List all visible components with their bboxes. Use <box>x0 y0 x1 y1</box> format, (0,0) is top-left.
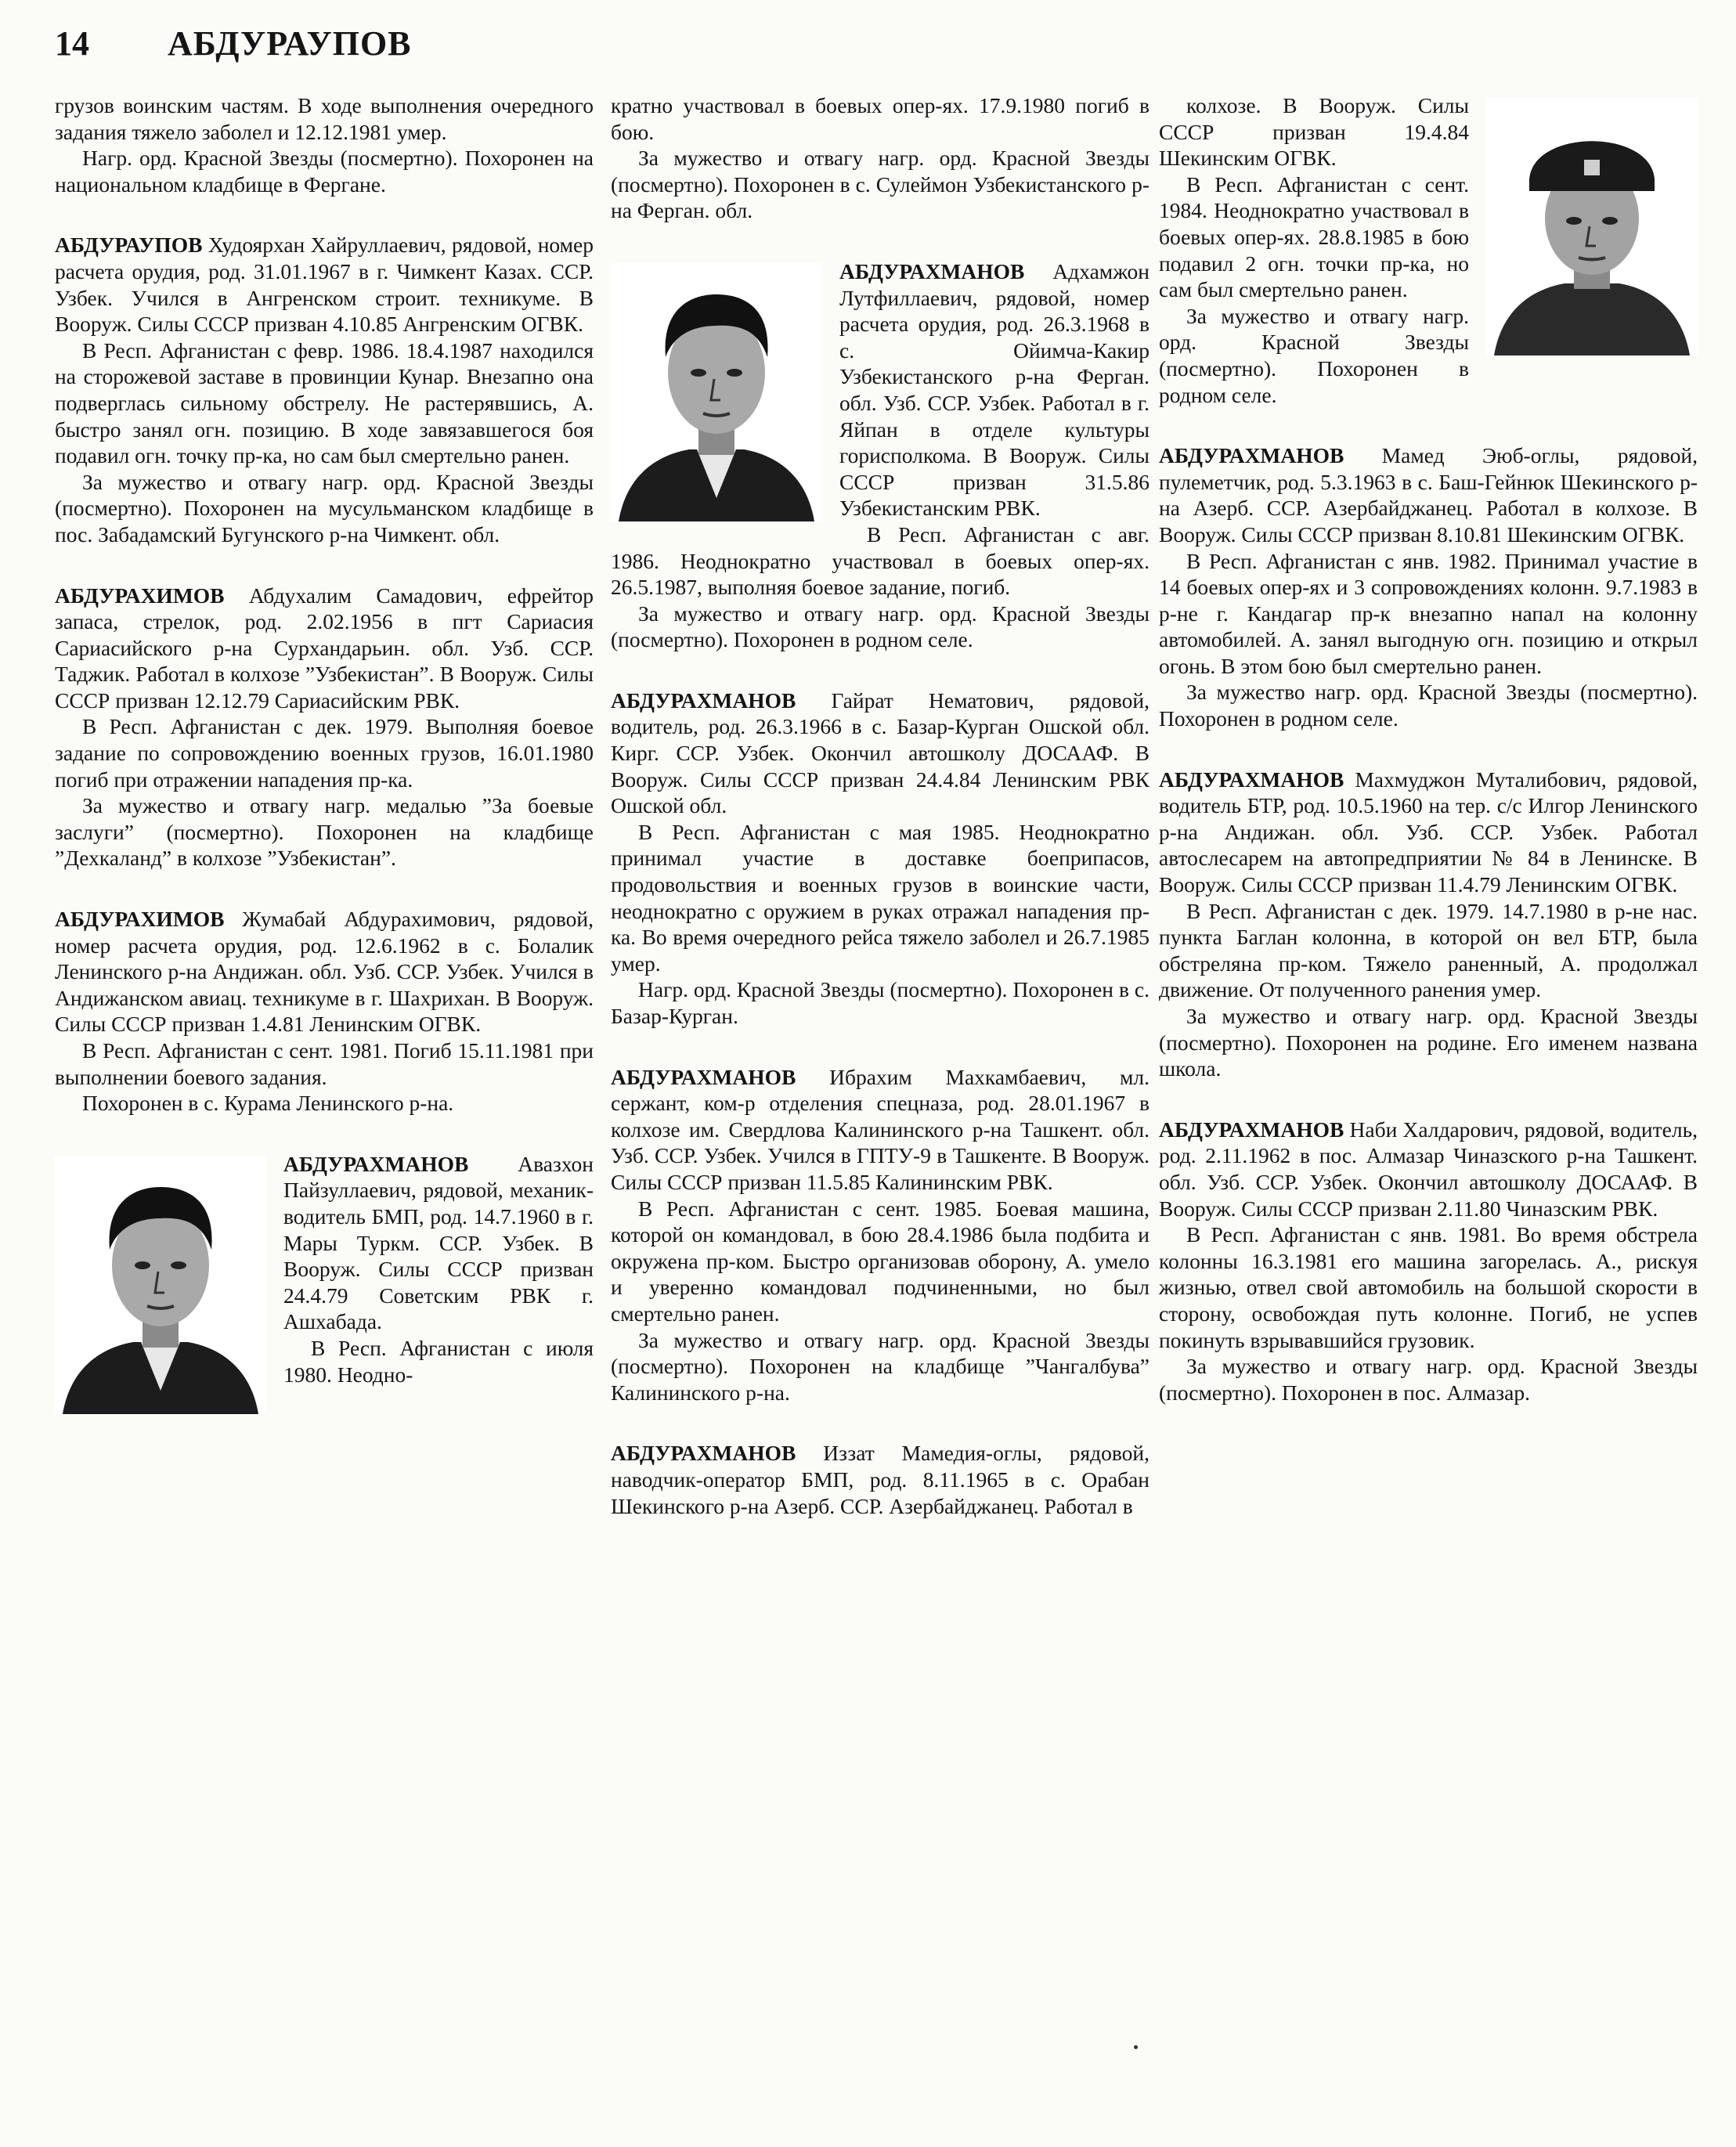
column-3 <box>1159 92 1698 2128</box>
biography-entry <box>611 258 1150 653</box>
page-number: 14 <box>55 24 89 63</box>
entry-paragraph: В Респ. Афганистан с авг. 1986. Неоднократно участвовал в боевых опер-ях. 26.5.1987, выполняя боевое задание, погиб. <box>611 521 1150 600</box>
continuation-text <box>611 92 1150 224</box>
page-header <box>55 23 412 70</box>
entry-lead-text: Гайрат Нематович, рядовой, водитель, род. 26.3.1966 в с. Базар-Курган Ошской обл. Кирг. ССР. Узбек. Окончил автошколу ДОСААФ. В Вооруж. Силы СССР призван 24.4.84 Ленинским РВК Ошской обл. <box>611 687 1150 818</box>
entry-paragraph: За мужество и отвагу нагр. орд. Красной Звезды (посмертно). Похоронен на мусульманском кладбище в пос. Забадамский Бугунского р-на Чимкент. обл. <box>55 469 594 547</box>
running-head: АБДУРАУПОВ <box>168 24 412 63</box>
entry-surname: АБДУРАХИМОВ <box>55 583 225 608</box>
entry-surname: АБДУРАХМАНОВ <box>611 687 796 713</box>
entry-surname: АБДУРАХМАНОВ <box>1159 1117 1344 1142</box>
entry-paragraph: В Респ. Афганистан с февр. 1986. 18.4.1987 находился на сторожевой заставе в провинции Кунар. Внезапно она подверглась сильному обстрелу. Не растерявшись, А. быстро занял огн. позицию. В ходе завязавшегося боя подавил огн. точку пр-ка, но сам был смертельно ранен. <box>55 337 594 468</box>
biography-entry <box>611 1064 1150 1406</box>
entry-paragraph: За мужество и отвагу нагр. орд. Красной Звезды (посмертно). Похоронен в пос. Алмазар. <box>1159 1354 1698 1405</box>
column-1 <box>55 92 594 2128</box>
portrait-photo <box>611 263 822 521</box>
entry-lead-text: Ибрахим Махкамбаевич, мл. сержант, ком-р отделения спецназа, род. 28.01.1967 в колхозе им. Свердлова Калининского р-на Ташкент. обл. Узб. ССР. Узбек. Учился в ГПТУ-9 в Ташкенте. В Вооруж. Силы СССР призван 11.5.85 Калининским РВК. <box>611 1064 1150 1194</box>
entry-paragraph: В Респ. Афганистан с сент. 1981. Погиб 15.11.1981 при выполнении боевого задания. <box>55 1038 594 1089</box>
entry-lead-text: Абдухалим Самадович, ефрейтор запаса, стрелок, род. 2.02.1956 в пгт Сариасия Сариасийского р-на Сурхандарьин. обл. Узб. ССР. Таджик. Работал в колхозе ”Узбекистан”. В Вооруж. Силы СССР призван 12.12.79 Сариасийским РВК. <box>55 583 594 713</box>
continuation-paragraph: грузов воинским частям. В ходе выполнения очередного задания тяжело заболел и 12.12.1981 умер. <box>55 93 594 144</box>
portrait-photo <box>1486 97 1698 355</box>
entry-surname: АБДУРАХИМОВ <box>55 907 225 932</box>
entry-paragraph: Нагр. орд. Красной Звезды (посмертно). Похоронен в с. Базар-Курган. <box>611 977 1150 1028</box>
entry-paragraph: За мужество и отвагу нагр. орд. Красной Звезды (посмертно). Похоронен в родном селе. <box>611 601 1150 652</box>
entry-paragraph: За мужество и отвагу нагр. орд. Красной Звезды (посмертно). Похоронен на кладбище ”Чангалбува” Калининского р-на. <box>611 1327 1150 1405</box>
entry-surname: АБДУРАХМАНОВ <box>839 258 1025 283</box>
continuation-paragraph: колхозе. В Вооруж. Силы СССР призван 19.4.84 Шекинским ОГВК. <box>1159 93 1469 171</box>
entry-surname: АБДУРАХМАНОВ <box>1159 443 1344 468</box>
entry-lead-text: Жумабай Абдурахимович, рядовой, номер расчета орудия, род. 12.6.1962 в с. Болалик Ленинского р-на Андижан. обл. Узб. ССР. Узбек. Учился в Андижанском авиац. техникуме в г. Шахрихан. В Вооруж. Силы СССР призван 1.4.81 Ленинским ОГВК. <box>55 907 594 1037</box>
entry-lead-text: Мамед Эюб-оглы, рядовой, пулеметчик, род. 5.3.1963 в с. Баш-Гейнюк Шекинского р-на Азерб. ССР. Азербайджанец. Работал в колхозе. В Вооруж. Силы СССР призван 8.10.81 Шекинским ОГВК. <box>1159 443 1698 547</box>
entry-surname: АБДУРАУПОВ <box>55 233 203 258</box>
entry-paragraph: В Респ. Афганистан с янв. 1982. Принимал участие в 14 боевых опер-ях и 3 сопровождениях колонн. 9.7.1983 в р-не г. Кандагар пр-к внезапно напал на колонну автомобилей. А. занял выгодную огн. позицию и открыл огонь. В этом бою был смертельно ранен. <box>1159 548 1698 678</box>
entry-lead-text: Авазхон Пайзуллаевич, рядовой, механик-водитель БМП, род. 14.7.1960 в г. Мары Туркм. ССР. Узбек. В Вооруж. Силы СССР призван 24.4.79 Советским РВК г. Ашхабада. <box>283 1151 594 1334</box>
biography-entry <box>55 583 594 872</box>
entry-paragraph: В Респ. Афганистан с июля 1980. Неодно- <box>283 1335 594 1387</box>
continuation-paragraph: За мужество и отвагу нагр. орд. Красной Звезды (посмертно). Похоронен в родном селе. <box>1159 303 1469 407</box>
entry-paragraph: В Респ. Афганистан с мая 1985. Неоднократно принимал участие в доставке боеприпасов, продовольствия и военных грузов в воинские части, неоднократно с оружием в руках отражал нападения пр-ка. Во время очередного рейса тяжело заболел и 26.7.1985 умер. <box>611 819 1150 976</box>
entry-surname: АБДУРАХМАНОВ <box>611 1441 796 1466</box>
biography-entry <box>55 1151 594 1387</box>
continuation-paragraph: В Респ. Афганистан с сент. 1984. Неоднократно участвовал в боевых опер-ях. 28.8.1985 в бою подавил 2 огн. точки пр-ка, но сам был смертельно ранен. <box>1159 171 1469 302</box>
continuation-paragraph: Нагр. орд. Красной Звезды (посмертно). Похоронен на национальном кладбище в Фергане. <box>55 146 594 197</box>
entry-paragraph: В Респ. Афганистан с сент. 1985. Боевая машина, которой он командовал, в бою 28.4.1986 была подбита и окружена пр-ком. Быстро организовав оборону, А. умело и уверенно командовал подчиненными, но был смертельно ранен. <box>611 1196 1150 1326</box>
entry-surname: АБДУРАХМАНОВ <box>611 1064 796 1089</box>
entry-paragraph: За мужество и отвагу нагр. орд. Красной Звезды (посмертно). Похоронен на родине. Его именем названа школа. <box>1159 1004 1698 1081</box>
portrait-photo <box>55 1156 266 1414</box>
continuation-paragraph: кратно участвовал в боевых опер-ях. 17.9.1980 погиб в бою. <box>611 93 1150 144</box>
biography-entry <box>1159 1117 1698 1406</box>
biography-entry <box>55 232 594 547</box>
entry-paragraph: Похоронен в с. Курама Ленинского р-на. <box>82 1091 454 1116</box>
continuation-text <box>1159 92 1698 408</box>
biography-entry <box>611 1440 1150 1519</box>
entry-surname: АБДУРАХМАНОВ <box>283 1151 469 1176</box>
continuation-text <box>55 92 594 197</box>
biography-entry <box>1159 442 1698 732</box>
biography-entry <box>1159 767 1698 1082</box>
entry-lead-text: Худоярхан Хайруллаевич, рядовой, номер расчета орудия, род. 31.01.1967 в г. Чимкент Казах. ССР. Узбек. Учился в Ангренском строит. техникуме. В Вооруж. Силы СССР призван 4.10.85 Ангренским ОГВК. <box>55 233 594 337</box>
stray-dot <box>1134 2045 1138 2049</box>
entry-lead-text: Махмуджон Муталибович, рядовой, водитель БТР, род. 10.5.1960 на тер. с/с Илгор Ленинского р-на Андижан. обл. Узб. ССР. Узбек. Работал автослесарем на автопредприятии № 84 в Ленинске. В Вооруж. Силы СССР призван 11.4.79 Ленинским ОГВК. <box>1159 767 1698 897</box>
entry-lead-text: Наби Халдарович, рядовой, водитель, род. 2.11.1962 в пос. Алмазар Чиназского р-на Ташкент. обл. Узб. ССР. Узбек. Окончил автошколу ДОСААФ. В Вооруж. Силы СССР призван 2.11.80 Чиназским РВК. <box>1159 1117 1698 1221</box>
continuation-paragraph: За мужество и отвагу нагр. орд. Красной Звезды (посмертно). Похоронен в с. Сулеймон Узбекистанского р-на Ферган. обл. <box>611 146 1150 223</box>
biography-entry <box>611 687 1150 1030</box>
entry-surname: АБДУРАХМАНОВ <box>1159 767 1344 792</box>
entry-paragraph: В Респ. Афганистан с дек. 1979. 14.7.1980 в р-не нас. пункта Баглан колонна, в которой он вел БТР, была обстреляна пр-ком. Тяжело раненный, А. продолжал движение. От полученного ранения умер. <box>1159 898 1698 1002</box>
column-2 <box>611 92 1150 2128</box>
entry-paragraph: В Респ. Афганистан с янв. 1981. Во время обстрела колонны 16.3.1981 его машина загорелась. А., рискуя жизнью, отвел свой автомобиль на большой скорости в сторону, освобождая путь колонне. Погиб, не успев покинуть взрывавшийся грузовик. <box>1159 1222 1698 1352</box>
biography-entry <box>55 906 594 1117</box>
entry-paragraph: За мужество нагр. орд. Красной Звезды (посмертно). Похоронен в родном селе. <box>1159 680 1698 731</box>
entry-paragraph: За мужество и отвагу нагр. медалью ”За боевые заслуги” (посмертно). Похоронен на кладбище ”Дехкаланд” в колхозе ”Узбекистан”. <box>55 793 594 871</box>
entry-lead-text: Иззат Мамедия-оглы, рядовой, наводчик-оператор БМП, род. 8.11.1965 в с. Орабан Шекинского р-на Азерб. ССР. Азербайджанец. Работал в <box>611 1441 1150 1518</box>
entry-lead-text: Адхамжон Лутфиллаевич, рядовой, номер расчета орудия, род. 26.3.1968 в с. Ойимча-Какир Узбекистанского р-на Ферган. обл. Узб. ССР. Узбек. Работал в г. Яйпан в отделе культуры горисполкома. В Вооруж. Силы СССР призван 31.5.86 Узбекистанским РВК. <box>839 258 1150 521</box>
entry-paragraph: В Респ. Афганистан с дек. 1979. Выполняя боевое задание по сопровождению военных грузов, 16.01.1980 погиб при отражении нападения пр-ка. <box>55 714 594 792</box>
